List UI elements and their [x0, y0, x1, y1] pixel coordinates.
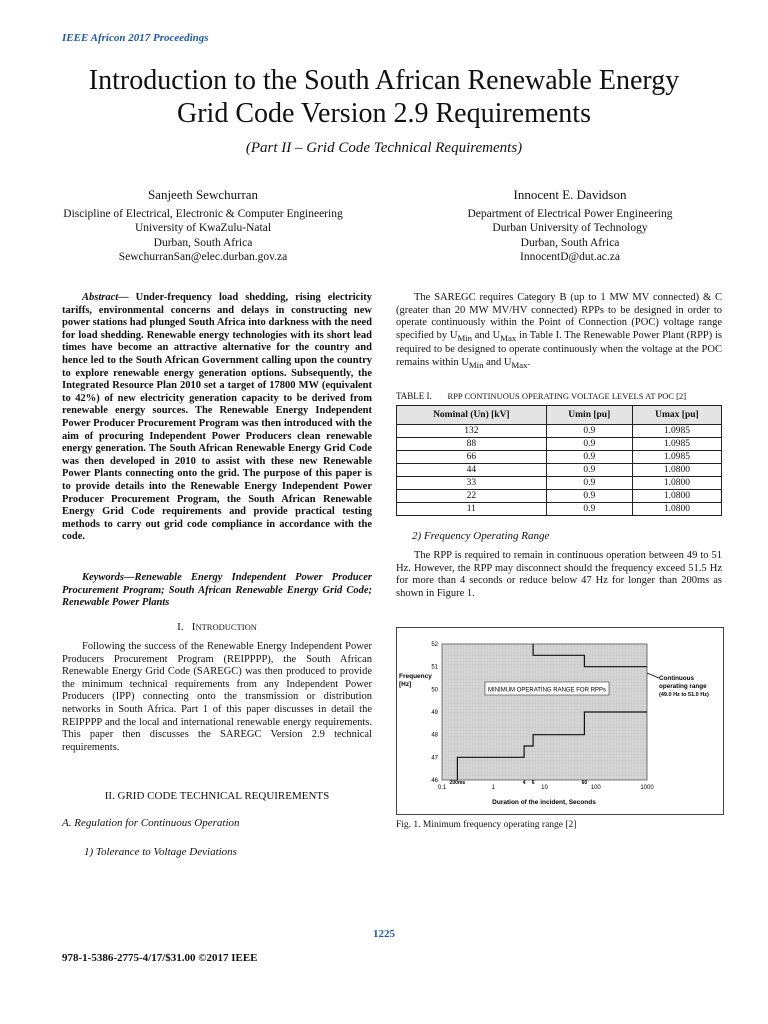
table-row	[397, 490, 722, 503]
y-tick-label: 51	[431, 664, 438, 671]
subsection-a-heading: A. Regulation for Continuous Operation	[62, 817, 240, 829]
annotation-arrow	[647, 673, 659, 678]
y-label-2: [Hz]	[399, 681, 412, 688]
author-1	[20, 188, 386, 265]
keywords-label: Keywords	[82, 572, 124, 583]
abstract	[62, 292, 372, 544]
x-tick-label: 10	[541, 785, 548, 791]
author-dept: Discipline of Electrical, Electronic & Computer Engineering	[63, 207, 343, 220]
section-initial: I	[191, 621, 196, 633]
x-tick-label: 1000	[640, 785, 654, 791]
figure-1	[396, 627, 724, 815]
table-caption-label: TABLE I.	[396, 391, 432, 401]
table-cell: 0.9	[546, 490, 632, 503]
p1-end: .	[527, 357, 531, 369]
table-cell: 33	[397, 477, 547, 490]
frequency-chart	[397, 628, 723, 814]
table-cell: 132	[397, 425, 547, 438]
section-number: I.	[177, 621, 184, 633]
p1-text-a: The SAREGC requires Category B (up to 1 MW MV connected) & C (greater than 20 MW MV/HV connected) RPPs to be designed in order to operate continuously within the Point of Connection (POC) voltage range specified by U	[396, 292, 722, 341]
subsection-2-heading: 2) Frequency Operating Range	[412, 530, 550, 542]
y-tick-label: 52	[431, 642, 438, 648]
y-tick-label: 50	[431, 687, 438, 694]
author-city: Durban, South Africa	[153, 236, 253, 249]
section-rest: NTRODUCTION	[195, 622, 257, 632]
table-cell: 0.9	[546, 464, 632, 477]
table-header-row	[397, 406, 722, 425]
header-cell: Umin [pu]	[546, 406, 632, 425]
x-tick-label: 100	[590, 785, 601, 791]
x-mark-label: 60	[581, 780, 588, 786]
right-paragraph-2: The RPP is required to remain in continuous operation between 49 to 51 Hz. However, the RPP may disconnect should the frequency exceed 51.5 Hz for more than 4 seconds or reduce below 47 Hz for longer than 200ms as shown in Figure 1.	[396, 550, 722, 599]
author-2	[390, 188, 750, 265]
x-tick-label: 1	[491, 785, 495, 791]
y-tick-label: 49	[431, 710, 438, 716]
annotation-line-1: Continuous	[659, 675, 694, 682]
p1-sub-min: Min	[457, 332, 473, 343]
introduction-text: Following the success of the Renewable Energy Independent Power Producers Procurement Program (REIPPPP), the South African Renewable Energy Grid Code (SAREGC) was then produced to provide the minimum technical requirements from any Independent Power Producers (IPP) connecting onto the transmission or distribution networks in South Africa. Part 1 of this paper discusses in detail the REIPPPP and the local and international renewable energy requirements. This paper then discusses the SAREGC Version 2.9 technical requirements.	[62, 641, 372, 753]
header-cell: Umax [pu]	[632, 406, 721, 425]
table-cell: 0.9	[546, 451, 632, 464]
title-line-1: Introduction to the South African Renewable Energy	[88, 65, 680, 96]
table-cell: 0.9	[546, 425, 632, 438]
table-cell: 0.9	[546, 477, 632, 490]
isbn-footer: 978-1-5386-2775-4/17/$31.00 ©2017 IEEE	[62, 952, 258, 964]
p1-sub-max-2: Max	[511, 360, 528, 371]
y-axis-ticks	[431, 642, 438, 784]
x-mark-label: 4	[522, 780, 526, 786]
author-inst: Durban University of Technology	[492, 222, 648, 234]
title-line-2: Grid Code Version 2.9 Requirements	[177, 98, 591, 129]
x-axis-ticks	[438, 780, 655, 791]
author-inst: University of KwaZulu-Natal	[134, 222, 272, 234]
table-cell: 88	[397, 438, 547, 451]
table-cell: 1.0800	[632, 477, 721, 490]
keywords-text: —Renewable Energy Independent Power Producer Procurement Program; South African Renewable Energy Grid Code; Renewable Power Plants	[62, 572, 372, 609]
table-caption-text: RPP CONTINUOUS OPERATING VOLTAGE LEVELS AT POC [2]	[447, 391, 687, 401]
table-row	[397, 464, 722, 477]
table-cell: 11	[397, 503, 547, 516]
section-1-heading	[62, 621, 372, 633]
y-tick-label: 47	[431, 755, 438, 762]
y-tick-label: 46	[431, 778, 438, 784]
abstract-label: Abstract	[82, 292, 119, 303]
table-cell: 1.0985	[632, 438, 721, 451]
p1-text-b: in Table I. The Renewable Power Plant (RPP) is required to be designed to operate continuously when the voltage at the POC remains within U	[396, 329, 723, 369]
author-email: InnocentD@dut.ac.za	[520, 251, 620, 263]
author-name: Sanjeeth Sewchurran	[147, 187, 259, 202]
y-label-1: Frequency	[399, 673, 432, 680]
annotation-line-2: operating range	[659, 683, 707, 690]
abstract-text: — Under-frequency load shedding, rising electricity tariffs, environmental concerns and delays in constructing new power stations had plunged South Africa into darkness with the need for load shedding. Renewable energy technologies with its short lead times have become an attractive alternative for the country and hence led to the South African Government calling upon the country to explore renewable energy generation options. Subsequently, the Integrated Resource Plan 2010 set a target of 17800 MW (equivalent to 42%) of new electricity generation capacity to be derived from renewable energy sources. The Renewable Energy Independent Power Producer Procurement Program was then introduced with the aim of procuring Independent Power Producers clean renewable energy generation. The South African Renewable Energy Grid Code was then developed in 2010 to assist with these new Renewable Power Plants connecting onto the grid. The purpose of this paper is to provide details into the Renewable Energy Independent Power Producer Procurement Program, the South African Renewable Energy Grid Code requirements and provide practical testing methods to carry out grid code compliance in accordance with the code.	[62, 292, 372, 543]
x-tick-label: 0.1	[437, 785, 447, 791]
table-cell: 0.9	[546, 438, 632, 451]
paper-title	[20, 64, 748, 130]
p1-sub-min-2: Min	[468, 360, 484, 371]
author-name: Innocent E. Davidson	[513, 187, 627, 202]
table-cell: 1.0800	[632, 490, 721, 503]
table-cell: 66	[397, 451, 547, 464]
annotation-line-3: (49.0 Hz to 51.0 Hz)	[659, 692, 709, 698]
table-row	[397, 438, 722, 451]
p1-and-2: and U	[483, 357, 512, 369]
table-cell: 1.0800	[632, 503, 721, 516]
table-row	[397, 477, 722, 490]
table-row	[397, 425, 722, 438]
keywords	[62, 572, 372, 610]
proceedings-header: IEEE Africon 2017 Proceedings	[62, 32, 209, 44]
range-label: MINIMUM OPERATING RANGE FOR RPPs	[488, 687, 606, 694]
voltage-table	[396, 405, 722, 516]
table-caption	[396, 391, 686, 401]
figure-caption: Fig. 1. Minimum frequency operating range [2]	[396, 820, 577, 830]
paper-subtitle: (Part II – Grid Code Technical Requirements)	[245, 140, 523, 156]
table-row	[397, 451, 722, 464]
table-cell: 0.9	[546, 503, 632, 516]
p1-sub-max: Max	[500, 332, 517, 343]
p1-and: and U	[472, 329, 501, 341]
x-mark-label: 200ms	[449, 780, 466, 786]
author-dept: Department of Electrical Power Engineering	[467, 207, 673, 220]
table-cell: 1.0985	[632, 425, 721, 438]
table-row	[397, 503, 722, 516]
table-cell: 1.0800	[632, 464, 721, 477]
x-label: Duration of the incident, Seconds	[492, 799, 596, 806]
table-cell: 44	[397, 464, 547, 477]
section-2-heading: II. GRID CODE TECHNICAL REQUIREMENTS	[104, 790, 330, 802]
subsection-1-heading: 1) Tolerance to Voltage Deviations	[84, 846, 237, 858]
header-cell: Nominal (Un) [kV]	[397, 406, 547, 425]
author-email: SewchurranSan@elec.durban.gov.za	[118, 251, 288, 263]
x-mark-label: 6	[531, 780, 535, 786]
table-cell: 22	[397, 490, 547, 503]
y-tick-label: 48	[431, 732, 438, 739]
author-city: Durban, South Africa	[520, 236, 620, 249]
table-cell: 1.0985	[632, 451, 721, 464]
page-number: 1225	[373, 928, 395, 940]
right-paragraph-1	[396, 292, 722, 372]
